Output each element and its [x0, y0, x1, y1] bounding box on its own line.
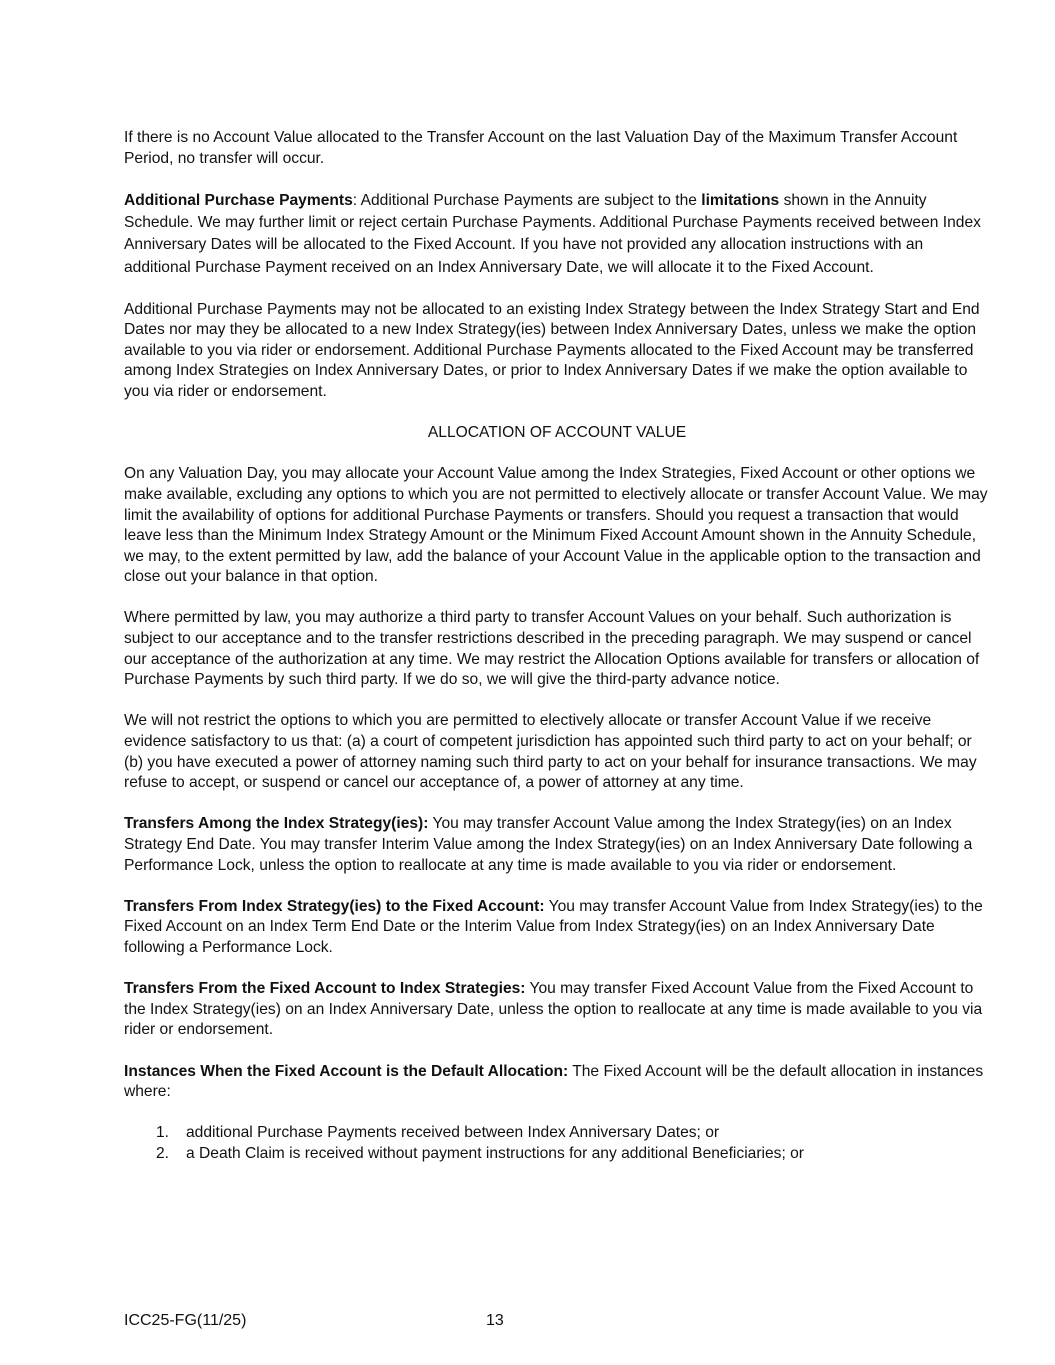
- paragraph-text: : Additional Purchase Payments are subject to the: [352, 191, 702, 209]
- section-lead-transfers-to-fixed: Transfers From Index Strategy(ies) to the Fixed Account:: [124, 897, 545, 915]
- list-text: a Death Claim is received without payment instructions for any additional Beneficiaries; or: [186, 1144, 804, 1162]
- section-lead-transfers-among: Transfers Among the Index Strategy(ies):: [124, 815, 429, 833]
- paragraph-text: You may transfer Account Value among the Index Strategy(ies) on an Index Strategy End Date. You may transfer Interim Value among the Index Strategy(ies) on an Index Anniversary Date following a Performance Lock, unless the option to reallocate at any time is made available to you via rider or endorsement.: [124, 815, 973, 874]
- section-lead-additional-purchase-payments: Additional Purchase Payments: [124, 191, 353, 209]
- paragraph-allocation-restrictions: Additional Purchase Payments may not be allocated to an existing Index Strategy between the Index Strategy Start and End Dates nor may they be allocated to a new Index Strategy(ies) between Index Anniversary Dates, unless we make the option available to you via rider or endorsement. Additional Purchase Payments allocated to the Fixed Account may be transferred among Index Strategies on Index Anniversary Dates, or prior to Index Anniversary Dates if we make the option available to you via rider or endorsement.: [124, 300, 980, 400]
- list-number: 2.: [156, 1144, 170, 1162]
- list-text: additional Purchase Payments received between Index Anniversary Dates; or: [186, 1124, 720, 1142]
- list-item: [124, 1144, 990, 1165]
- paragraph-additional-purchase-payments: [124, 190, 990, 279]
- paragraph-transfers-from-fixed: [124, 979, 990, 1041]
- section-lead-default-allocation: Instances When the Fixed Account is the Default Allocation:: [124, 1062, 569, 1080]
- paragraph-third-party: Where permitted by law, you may authorize a third party to transfer Account Values on your behalf. Such authorization is subject to our acceptance and to the transfer restrictions described in the preceding paragraph. We may suspend or cancel our acceptance of the authorization at any time. We may restrict the Allocation Options available for transfers or allocation of Purchase Payments by such third party. If we do so, we will give the third-party advance notice.: [124, 609, 980, 689]
- paragraph-text: You may transfer Account Value from Index Strategy(ies) to the Fixed Account on an Index Term End Date or the Interim Value from Index Strategy(ies) on an Index Anniversary Date following a Performance Lock.: [124, 897, 983, 956]
- paragraph-no-transfer: If there is no Account Value allocated to the Transfer Account on the last Valuation Day of the Maximum Transfer Account Period, no transfer will occur.: [124, 129, 958, 167]
- paragraph-transfers-among: [124, 814, 990, 876]
- section-heading-allocation: ALLOCATION OF ACCOUNT VALUE: [427, 424, 687, 442]
- list-item: [124, 1123, 990, 1144]
- paragraph-text: shown in the Annuity Schedule. We may further limit or reject certain Purchase Payments. Additional Purchase Payments received between Index Anniversary Dates will be allocated to the Fixed Account. If you have not provided any allocation instructions with an additional Purchase Payment received on an Index Anniversary Date, we will allocate it to the Fixed Account.: [124, 191, 981, 276]
- footer-page-number: 13: [486, 1312, 504, 1329]
- list-number: 1.: [156, 1124, 170, 1142]
- paragraph-valuation-day: On any Valuation Day, you may allocate your Account Value among the Index Strategies, Fixed Account or other options we make available, excluding any options to which you are not permitted to electively allocate or transfer Account Value. We may limit the availability of options for additional Purchase Payments or transfers. Should you request a transaction that would leave less than the Minimum Index Strategy Amount or the Minimum Fixed Account Amount shown in the Annuity Schedule, we may, to the extent permitted by law, add the balance of your Account Value in the applicable option to the transaction and close out your balance in that option.: [124, 465, 988, 586]
- document-body: [124, 128, 990, 1165]
- paragraph-text: You may transfer Fixed Account Value from the Fixed Account to the Index Strategy(ies) on an Index Anniversary Date, unless the option to reallocate at any time is made available to you via rider or endorsement.: [124, 980, 983, 1039]
- bold-term-limitations: limitations: [701, 191, 780, 209]
- section-lead-transfers-from-fixed: Transfers From the Fixed Account to Index Strategies:: [124, 980, 526, 998]
- paragraph-no-restriction: We will not restrict the options to which you are permitted to electively allocate or transfer Account Value if we receive evidence satisfactory to us that: (a) a court of competent jurisdiction has appointed such third party to act on your behalf; or (b) you have executed a power of attorney naming such third party to act on your behalf for insurance transactions. We may refuse to accept, or suspend or cancel our acceptance of, a power of attorney at any time.: [124, 712, 977, 792]
- paragraph-text: The Fixed Account will be the default allocation in instances where:: [124, 1062, 984, 1101]
- footer-form-number: ICC25-FG(11/25): [124, 1312, 247, 1329]
- paragraph-default-allocation: [124, 1062, 990, 1103]
- default-allocation-list: [124, 1123, 990, 1164]
- paragraph-transfers-to-fixed: [124, 897, 990, 959]
